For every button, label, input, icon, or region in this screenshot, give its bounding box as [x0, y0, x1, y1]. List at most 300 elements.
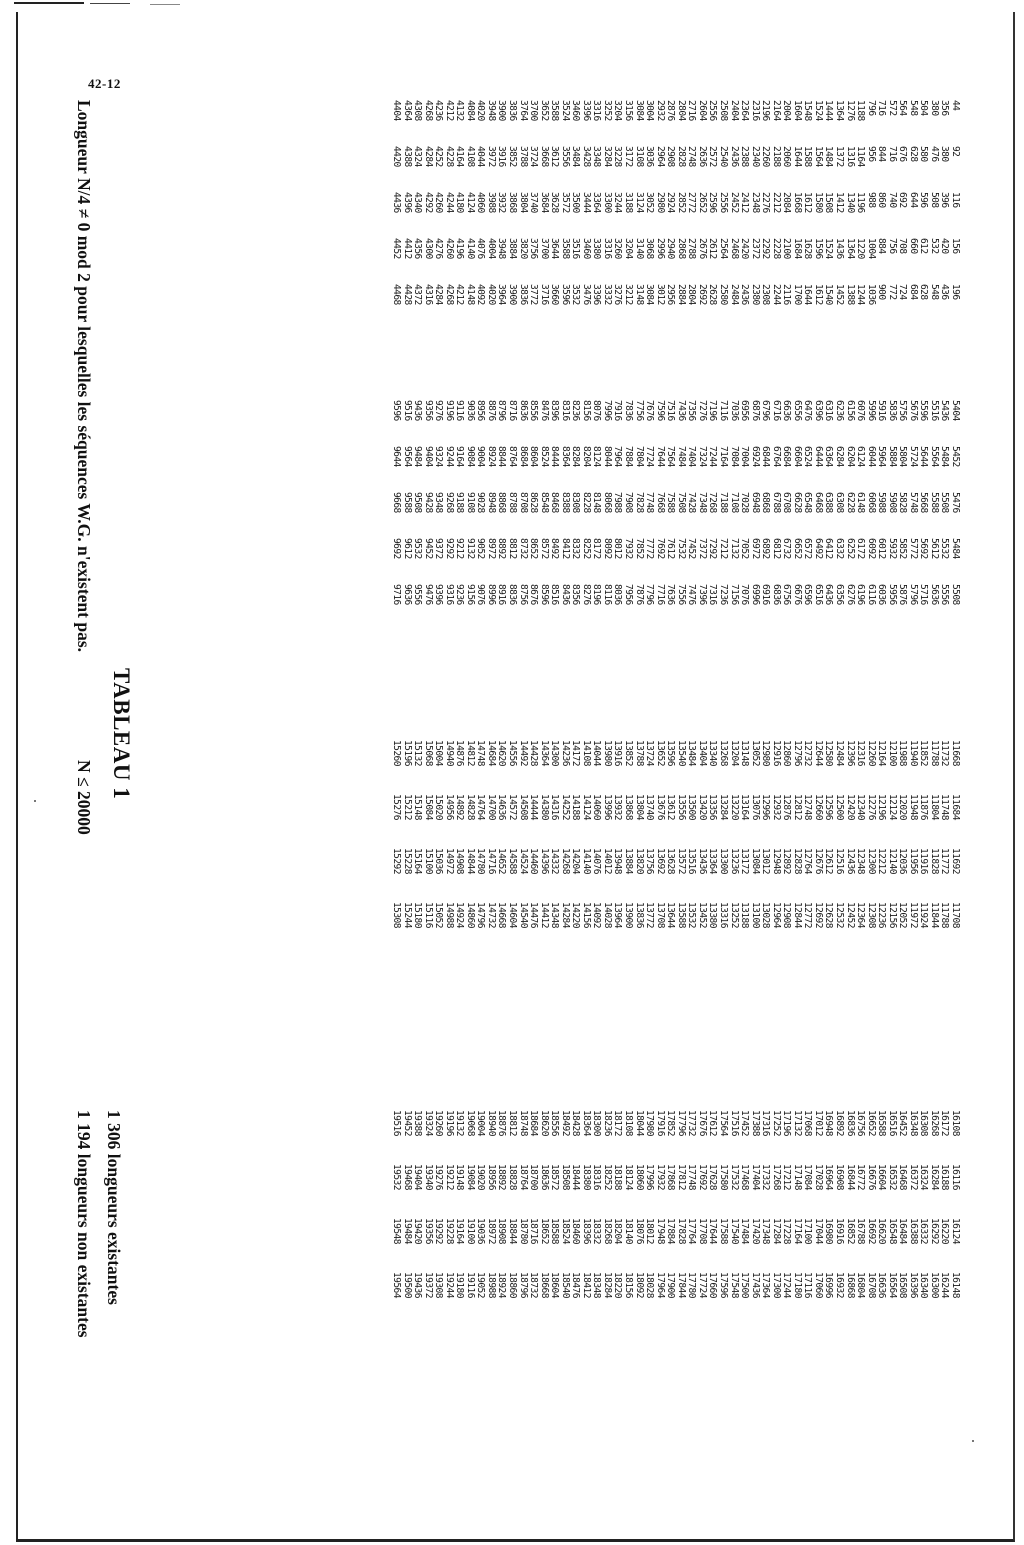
table-cell: 7276	[696, 400, 708, 421]
table-cell: 4268	[443, 284, 455, 305]
table-cell: 9452	[422, 538, 434, 559]
table-cell: 9004	[475, 446, 487, 467]
table-cell: 12452	[844, 902, 856, 928]
table-cell: 14188	[570, 794, 582, 820]
table-cell: 8252	[580, 538, 592, 559]
table-cell: 17932	[654, 1164, 666, 1190]
table-cell: 15308	[391, 902, 403, 928]
table-cell: 14476	[528, 902, 540, 928]
table-cell: 16220	[939, 1218, 951, 1244]
table-cell: 7132	[728, 538, 740, 559]
table-cell: 6236	[833, 400, 845, 421]
table-cell: 7004	[739, 446, 751, 467]
table-cell: 8516	[549, 584, 561, 605]
table-cell: 17196	[781, 1110, 793, 1136]
table-cell: 1524	[812, 100, 824, 121]
table-cell: 4436	[391, 192, 403, 213]
table-cell: 18908	[496, 1218, 508, 1244]
table-cell: 8844	[496, 446, 508, 467]
table-cell: 13284	[717, 794, 729, 820]
table-cell: 724	[897, 284, 909, 300]
table-cell: 628	[918, 284, 930, 300]
scan-edge-top	[0, 0, 1024, 10]
table-cell: 5484	[950, 538, 961, 559]
table-cell: 13820	[633, 848, 645, 874]
table-cell: 14060	[591, 794, 603, 820]
table-cell: 13028	[760, 902, 772, 928]
table-cell: 16852	[844, 1218, 856, 1244]
table-cell: 6116	[865, 584, 877, 605]
table-cell: 6868	[760, 492, 772, 513]
table-cell: 16348	[907, 1110, 919, 1136]
table-cell: 16116	[950, 1164, 961, 1190]
table-cell: 3036	[644, 146, 656, 167]
table-cell: 12732	[802, 740, 814, 766]
table-cell: 2452	[728, 192, 740, 213]
table-cell: 18684	[528, 1110, 540, 1136]
table-cell: 3012	[654, 284, 666, 305]
table-cell: 8596	[538, 584, 550, 605]
table-cell: 8116	[601, 584, 613, 605]
table-cell: 17044	[812, 1218, 824, 1244]
table-cell: 13516	[686, 848, 698, 874]
table-cell: 5932	[886, 538, 898, 559]
table-column	[390, 1218, 960, 1254]
table-cell: 16804	[855, 1272, 867, 1298]
table-cell: 2748	[686, 146, 698, 167]
table-cell: 14892	[454, 794, 466, 820]
table-cell: 18812	[507, 1110, 519, 1136]
table-cell: 12764	[802, 848, 814, 874]
table-cell: 8476	[538, 400, 550, 421]
table-cell: 14748	[475, 740, 487, 766]
table-cell: 12364	[855, 902, 867, 928]
table-cell: 14012	[601, 848, 613, 874]
table-cell: 18540	[559, 1272, 571, 1298]
table-cell: 1196	[855, 192, 867, 213]
table-title: TABLEAU 1	[109, 668, 134, 800]
table-cell: 8708	[517, 492, 529, 513]
table-cell: 8332	[570, 538, 582, 559]
table-column	[390, 740, 960, 776]
table-cell: 3204	[623, 238, 635, 259]
table-cell: 19260	[433, 1110, 445, 1136]
table-cell: 2276	[760, 192, 772, 213]
table-cell: 3684	[538, 192, 550, 213]
table-cell: 17852	[665, 1110, 677, 1136]
table-cell: 19516	[391, 1110, 403, 1136]
table-cell: 11828	[928, 848, 940, 874]
table-cell: 18876	[496, 1110, 508, 1136]
table-cell: 7508	[675, 492, 687, 513]
table-cell: 8796	[496, 400, 508, 421]
table-cell: 5692	[918, 538, 930, 559]
table-cell: 14428	[528, 740, 540, 766]
table-cell: 12916	[770, 740, 782, 766]
table-cell: 4044	[475, 146, 487, 167]
table-cell: 2572	[707, 146, 719, 167]
table-cell: 13836	[633, 902, 645, 928]
table-cell: 12772	[802, 902, 814, 928]
table-cell: 9188	[454, 492, 466, 513]
table-cell: 14140	[580, 848, 592, 874]
table-cell: 17916	[654, 1110, 666, 1136]
table-cell: 9588	[401, 492, 413, 513]
table-cell: 9236	[454, 584, 466, 605]
table-cell: 18300	[591, 1110, 603, 1136]
table-cell: 13980	[601, 740, 613, 766]
table-cell: 15132	[412, 740, 424, 766]
table-cell: 12212	[876, 848, 888, 874]
table-cell: 9532	[412, 538, 424, 559]
table-cell: 18412	[580, 1272, 592, 1298]
table-cell: 17732	[686, 1110, 698, 1136]
table-cell: 16588	[876, 1110, 888, 1136]
table-cell: 7476	[686, 584, 698, 605]
table-cell: 5796	[907, 584, 919, 605]
table-cell: 2788	[686, 238, 698, 259]
table-cell: 11804	[928, 794, 940, 820]
table-cell: 572	[886, 100, 898, 116]
table-cell: 504	[918, 100, 930, 116]
table-cell: 13964	[612, 902, 624, 928]
table-cell: 2876	[665, 100, 677, 121]
table-cell: 716	[886, 146, 898, 162]
table-cell: 6204	[844, 446, 856, 467]
table-cell: 19132	[454, 1110, 466, 1136]
table-cell: 6844	[760, 446, 772, 467]
table-cell: 4020	[475, 100, 487, 121]
table-cell: 3588	[549, 100, 561, 121]
table-cell: 3948	[496, 238, 508, 259]
table-cell: 18604	[549, 1272, 561, 1298]
table-cell: 660	[907, 238, 919, 254]
table-cell: 564	[897, 100, 909, 116]
table-cell: 8068	[601, 492, 613, 513]
table-cell: 2716	[686, 100, 698, 121]
table-cell: 15148	[412, 794, 424, 820]
table-cell: 4356	[412, 238, 424, 259]
table-cell: 16996	[823, 1272, 835, 1298]
table-cell: 18396	[580, 1218, 592, 1244]
table-cell: 5436	[939, 400, 951, 421]
table-cell: 8276	[580, 584, 592, 605]
table-cell: 16244	[939, 1272, 951, 1298]
table-cell: 7676	[644, 400, 656, 421]
table-cell: 6684	[781, 446, 793, 467]
table-cell: 9372	[433, 538, 445, 559]
table-cell: 13772	[644, 902, 656, 928]
table-cell: 17516	[728, 1110, 740, 1136]
table-cell: 2692	[696, 284, 708, 305]
table-cell: 8924	[485, 446, 497, 467]
table-cell: 14108	[580, 740, 592, 766]
table-cell: 8636	[517, 400, 529, 421]
table-cell: 7876	[633, 584, 645, 605]
table-cell: 19036	[475, 1218, 487, 1244]
table-cell: 3724	[528, 146, 540, 167]
table-cell: 7164	[717, 446, 729, 467]
table-cell: 13420	[696, 794, 708, 820]
table-cell: 13164	[739, 794, 751, 820]
table-cell: 7316	[707, 584, 719, 605]
table-cell: 17964	[654, 1272, 666, 1298]
table-cell: 708	[897, 238, 909, 254]
table-cell: 17012	[812, 1110, 824, 1136]
table-cell: 1004	[865, 238, 877, 259]
table-cell: 6388	[823, 492, 835, 513]
table-cell: 420	[939, 238, 951, 254]
table-cell: 6476	[802, 400, 814, 421]
table-cell: 14828	[464, 794, 476, 820]
table-cell: 7108	[728, 492, 740, 513]
table-cell: 17316	[760, 1110, 772, 1136]
table-cell: 17212	[781, 1164, 793, 1190]
table-cell: 11772	[939, 848, 951, 874]
table-cell: 12276	[865, 794, 877, 820]
table-cell: 18492	[559, 1110, 571, 1136]
table-column	[390, 794, 960, 830]
table-cell: 5964	[876, 446, 888, 467]
table-cell: 6996	[749, 584, 761, 605]
table-cell: 14668	[496, 902, 508, 928]
table-cell: 7724	[644, 446, 656, 467]
table-cell: 18988	[485, 1272, 497, 1298]
table-cell: 6716	[770, 400, 782, 421]
table-cell: 7964	[612, 446, 624, 467]
table-cell: 9076	[475, 584, 487, 605]
table-cell: 3652	[538, 100, 550, 121]
table-cell: 8156	[580, 400, 592, 421]
table-cell: 6628	[791, 492, 803, 513]
table-cell: 9404	[422, 446, 434, 467]
table-cell: 13204	[728, 740, 740, 766]
table-cell: 13612	[665, 794, 677, 820]
table-cell: 8044	[601, 446, 613, 467]
table-column	[390, 584, 960, 620]
table-cell: 2924	[665, 192, 677, 213]
table-cell: 4084	[464, 100, 476, 121]
table-cell: 1220	[855, 238, 867, 259]
table-cell: 13452	[696, 902, 708, 928]
table-cell: 7076	[739, 584, 751, 605]
table-cell: 14876	[454, 740, 466, 766]
table-cell: 13380	[707, 902, 719, 928]
table-cell: 8396	[549, 400, 561, 421]
table-cell: 14652	[496, 848, 508, 874]
table-cell: 11684	[950, 794, 961, 820]
table-cell: 6636	[781, 400, 793, 421]
table-cell: 17764	[686, 1218, 698, 1244]
table-cell: 15196	[401, 740, 413, 766]
table-cell: 13172	[739, 848, 751, 874]
table-cell: 3484	[570, 146, 582, 167]
table-cell: 2804	[686, 284, 698, 305]
table-cell: 3188	[623, 192, 635, 213]
table-cell: 4244	[443, 192, 455, 213]
table-cell: 8204	[580, 446, 592, 467]
table-cell: 16516	[886, 1110, 898, 1136]
table-cell: 16692	[865, 1218, 877, 1244]
table-cell: 1628	[802, 238, 814, 259]
table-cell: 7716	[654, 584, 666, 605]
table-cell: 4420	[391, 146, 403, 167]
table-cell: 8972	[485, 538, 497, 559]
table-cell: 8788	[507, 492, 519, 513]
table-cell: 14124	[580, 794, 592, 820]
table-cell: 18476	[570, 1272, 582, 1298]
table-cell: 3900	[496, 100, 508, 121]
table-cell: 13220	[728, 794, 740, 820]
table-cell: 16468	[897, 1164, 909, 1190]
table-cell: 1548	[802, 100, 814, 121]
table-cell: 2772	[686, 192, 698, 213]
table-column	[390, 538, 960, 574]
table-cell: 7852	[633, 538, 645, 559]
table-cell: 4404	[391, 100, 403, 121]
table-cell: 3212	[623, 284, 635, 305]
table-cell: 14204	[570, 848, 582, 874]
table-cell: 3460	[570, 100, 582, 121]
table-cell: 4300	[422, 238, 434, 259]
table-cell: 6524	[802, 446, 814, 467]
table-cell: 14796	[475, 902, 487, 928]
table-cell: 3172	[623, 146, 635, 167]
table-cell: 8468	[549, 492, 561, 513]
table-cell: 92	[950, 146, 961, 157]
table-cell: 740	[886, 192, 898, 208]
table-cell: 13868	[623, 794, 635, 820]
table-cell: 1644	[791, 146, 803, 167]
table-cell: 13588	[675, 902, 687, 928]
table-cell: 7748	[644, 492, 656, 513]
table-cell: 13756	[644, 848, 656, 874]
table-cell: 7356	[686, 400, 698, 421]
table-cell: 6076	[855, 400, 867, 421]
table-cell: 7772	[644, 538, 656, 559]
table-cell: 8604	[528, 446, 540, 467]
table-column	[390, 848, 960, 884]
table-cell: 6796	[760, 400, 772, 421]
table-cell: 18060	[633, 1164, 645, 1190]
table-cell: 7516	[665, 400, 677, 421]
table-cell: 612	[918, 238, 930, 254]
table-cell: 8652	[528, 538, 540, 559]
table-cell: 18028	[644, 1272, 656, 1298]
table-cell: 2380	[749, 284, 761, 305]
table-cell: 18172	[612, 1110, 624, 1136]
table-cell: 14572	[507, 794, 519, 820]
table-cell: 3932	[496, 192, 508, 213]
table-cell: 13788	[633, 740, 645, 766]
table-cell: 18268	[601, 1218, 613, 1244]
table-cell: 13556	[675, 794, 687, 820]
table-cell: 8572	[538, 538, 550, 559]
table-cell: 9436	[412, 400, 424, 421]
table-cell: 532	[928, 238, 940, 254]
table-cell: 3428	[580, 146, 592, 167]
table-cell: 12812	[791, 794, 803, 820]
table-cell: 1372	[833, 146, 845, 167]
table-cell: 8548	[538, 492, 550, 513]
table-cell: 8148	[591, 492, 603, 513]
table-cell: 7052	[739, 538, 751, 559]
table-cell: 11916	[918, 848, 930, 874]
table-cell: 15228	[401, 848, 413, 874]
table-cell: 5404	[950, 400, 961, 421]
table-cell: 2556	[707, 100, 719, 121]
table-cell: 5644	[918, 446, 930, 467]
table-cell: 17900	[665, 1272, 677, 1298]
table-cell: 18636	[538, 1164, 550, 1190]
table-cell: 7804	[633, 446, 645, 467]
table-column	[390, 192, 960, 228]
table-cell: 3660	[549, 284, 561, 305]
table-cell: 16284	[928, 1164, 940, 1190]
table-cell: 16108	[950, 1110, 961, 1136]
table-cell: 1668	[791, 192, 803, 213]
table-cell: 13268	[717, 740, 729, 766]
table-cell: 7404	[686, 446, 698, 467]
table-cell: 17564	[717, 1110, 729, 1136]
table-cell: 1364	[833, 100, 845, 121]
table-cell: 8764	[507, 446, 519, 467]
table-cell: 12612	[823, 848, 835, 874]
table-cell: 19212	[443, 1164, 455, 1190]
table-cell: 18652	[538, 1218, 550, 1244]
table-cell: 16620	[876, 1218, 888, 1244]
table-cell: 7244	[707, 446, 719, 467]
table-cell: 44	[950, 100, 961, 111]
table-cell: 9612	[401, 538, 413, 559]
table-cell: 13540	[675, 740, 687, 766]
table-cell: 2804	[675, 100, 687, 121]
table-cell: 5748	[907, 492, 919, 513]
table-cell: 9692	[391, 538, 403, 559]
table-cell: 19180	[454, 1272, 466, 1298]
table-cell: 6196	[855, 584, 867, 605]
table-cell: 2956	[665, 284, 677, 305]
table-cell: 6492	[812, 538, 824, 559]
table-cell: 18332	[591, 1218, 603, 1244]
table-cell: 8948	[485, 492, 497, 513]
table-cell: 12100	[886, 740, 898, 766]
table-cell: 18444	[570, 1164, 582, 1190]
table-cell: 16964	[823, 1164, 835, 1190]
table-cell: 16564	[886, 1272, 898, 1298]
table-cell: 8916	[496, 584, 508, 605]
table-cell: 17708	[696, 1218, 708, 1244]
table-cell: 12236	[876, 902, 888, 928]
table-cell: 17748	[686, 1164, 698, 1190]
table-cell: 15100	[422, 848, 434, 874]
table-cell: 3300	[601, 192, 613, 213]
table-cell: 11876	[918, 794, 930, 820]
table-cell: 3004	[644, 100, 656, 121]
table-cell: 7996	[601, 400, 613, 421]
table-cell: 1644	[802, 284, 814, 305]
table-cell: 17484	[739, 1218, 751, 1244]
table-cell: 8172	[591, 538, 603, 559]
table-cell: 6764	[770, 446, 782, 467]
table-cell: 5612	[928, 538, 940, 559]
table-cell: 6276	[844, 584, 856, 605]
table-cell: 2596	[707, 192, 719, 213]
table-cell: 3148	[633, 284, 645, 305]
table-cell: 18972	[485, 1218, 497, 1244]
table-cell: 6676	[791, 584, 803, 605]
table-cell: 580	[918, 146, 930, 162]
